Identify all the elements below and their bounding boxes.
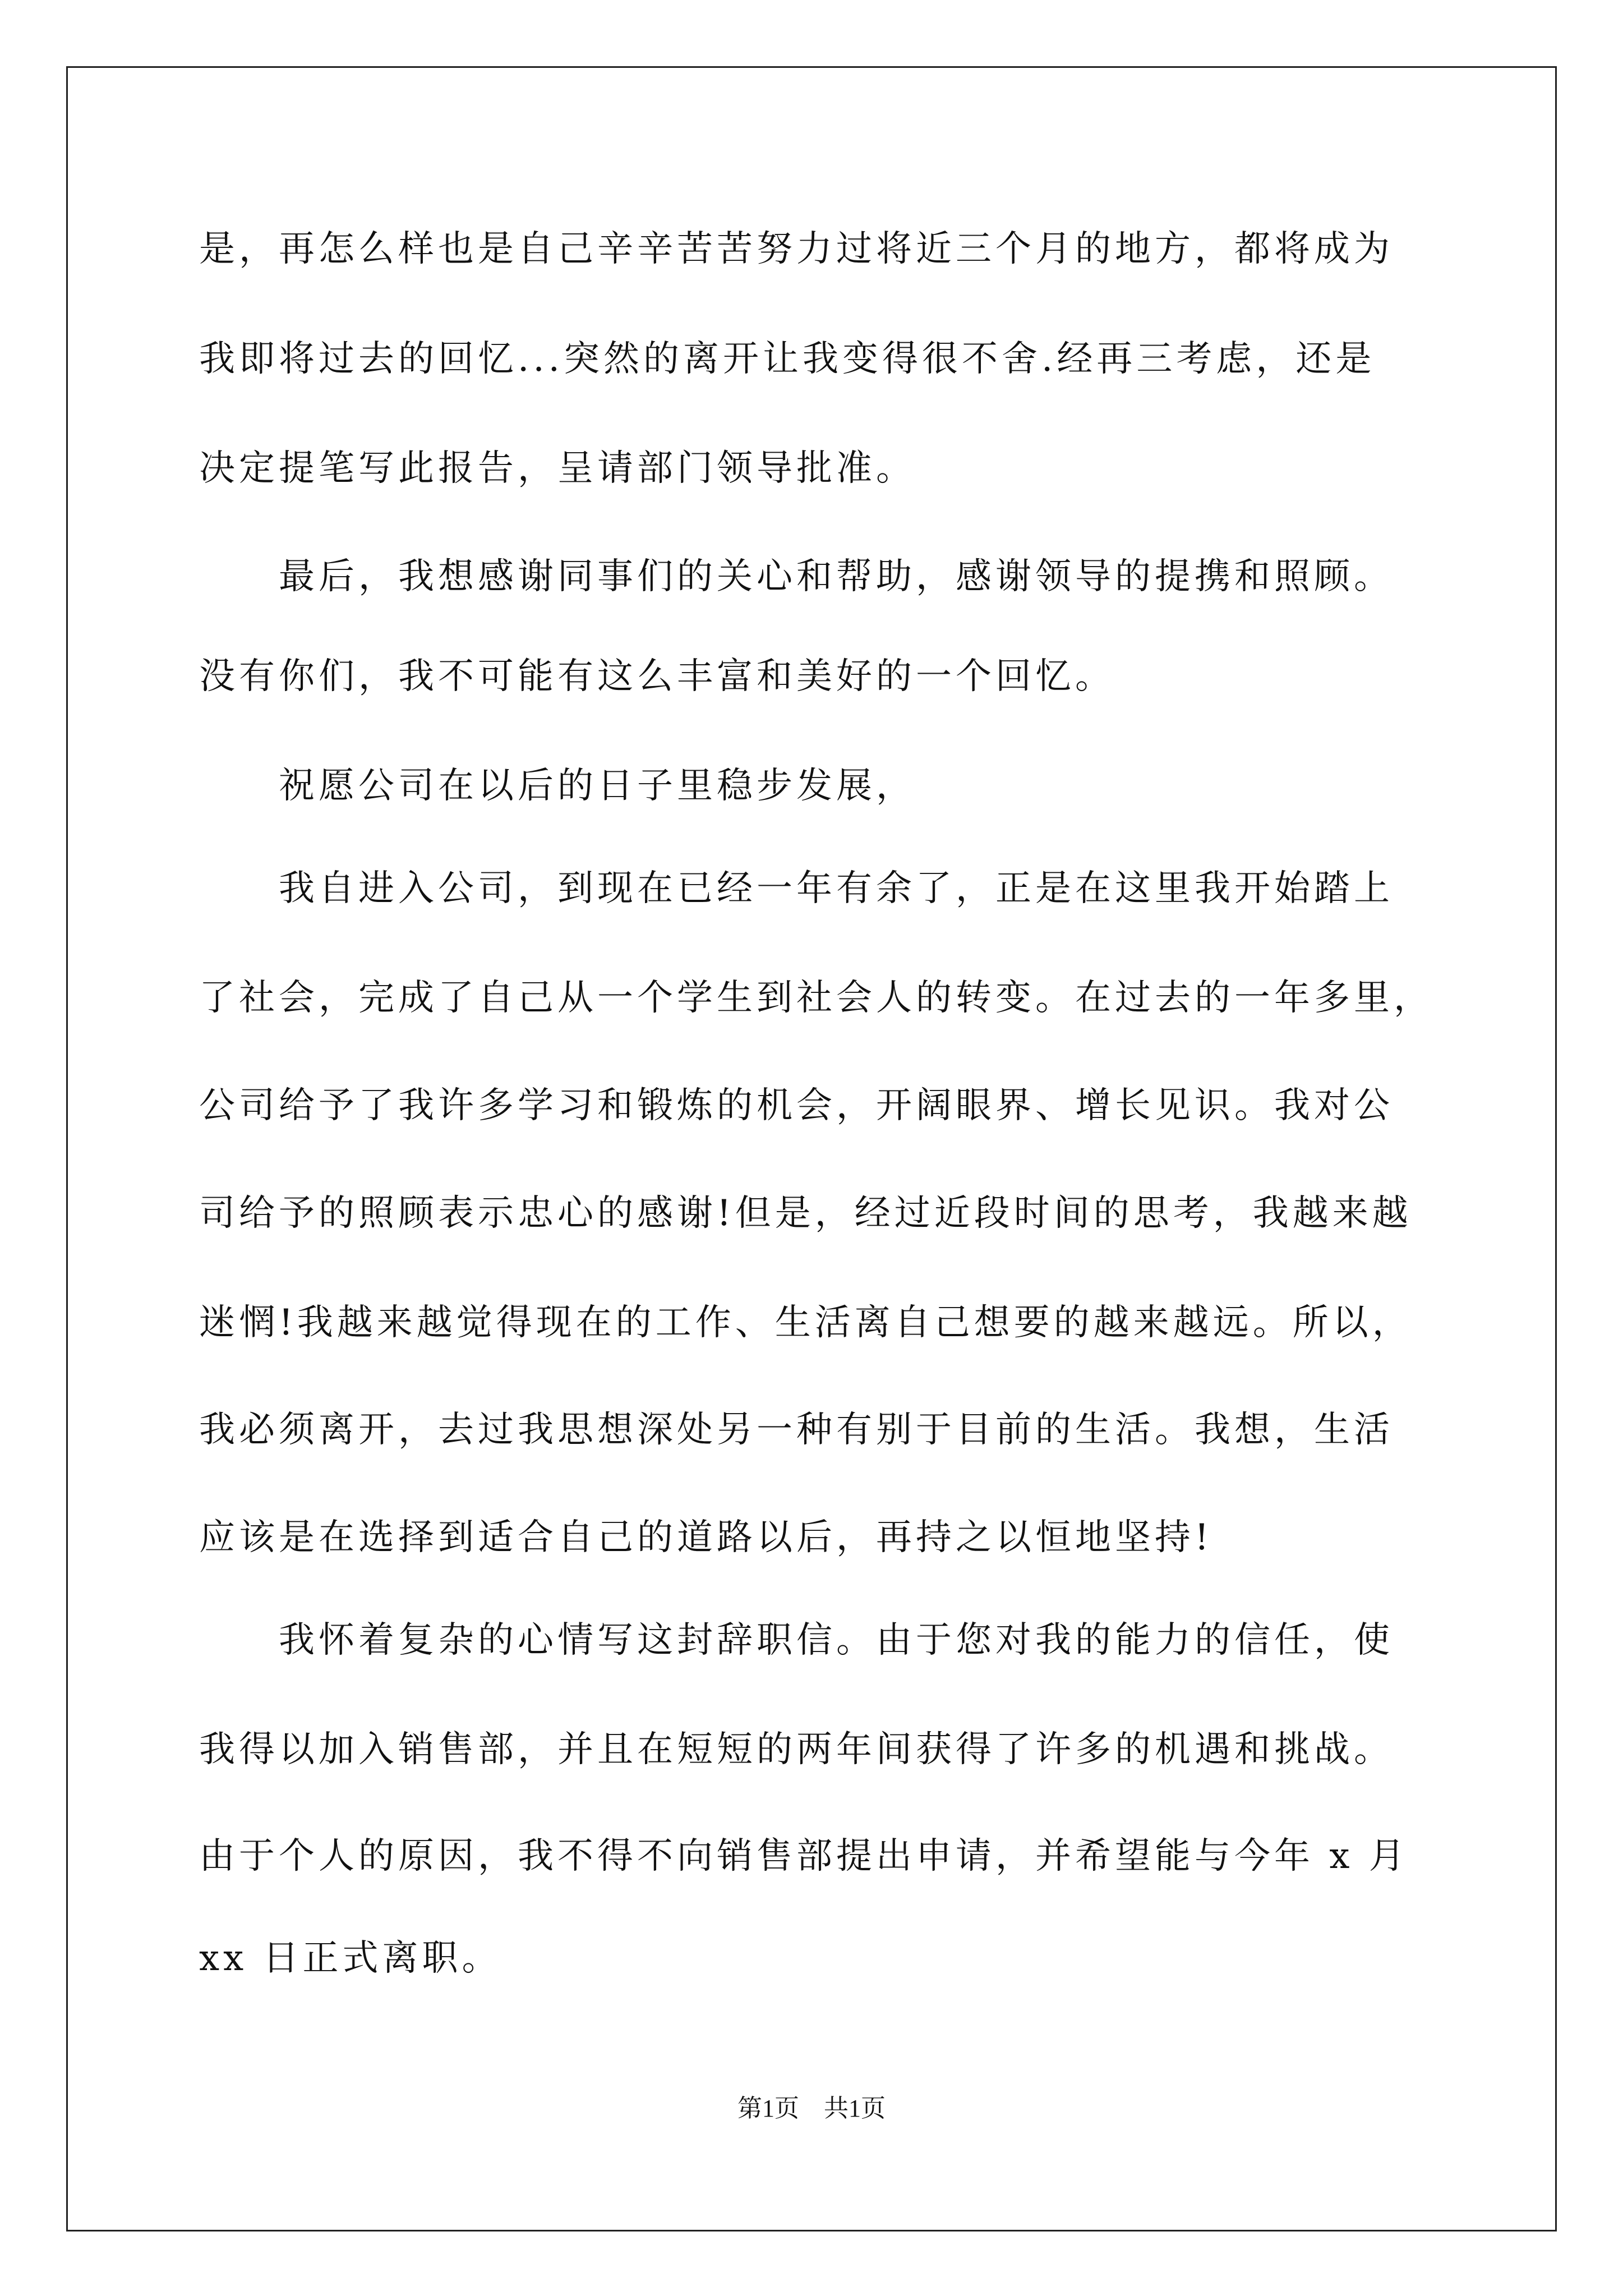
text-line: 我得以加入销售部，并且在短短的两年间获得了许多的机遇和挑战。 xyxy=(199,1729,1394,1770)
text-line: 我即将过去的回忆...突然的离开让我变得很不舍.经再三考虑，还是 xyxy=(199,338,1376,380)
text-line: 司给予的照顾表示忠心的感谢!但是，经过近段时间的思考，我越来越 xyxy=(199,1193,1412,1234)
text-line: 我自进入公司，到现在已经一年有余了，正是在这里我开始踏上 xyxy=(199,868,1394,909)
text-line: 我怀着复杂的心情写这封辞职信。由于您对我的能力的信任，使 xyxy=(199,1619,1394,1661)
text-line: 应该是在选择到适合自己的道路以后，再持之以恒地坚持! xyxy=(199,1517,1213,1558)
text-line: 没有你们，我不可能有这么丰富和美好的一个回忆。 xyxy=(199,656,1115,697)
page-number-footer: 第1页 共1页 xyxy=(737,2095,886,2122)
text-line: 我必须离开，去过我思想深处另一种有别于目前的生活。我想，生活 xyxy=(199,1409,1394,1451)
text-line: 迷惘!我越来越觉得现在的工作、生活离自己想要的越来越远。所以， xyxy=(199,1302,1412,1343)
text-line: 祝愿公司在以后的日子里稳步发展， xyxy=(199,765,916,807)
text-line: 最后，我想感谢同事们的关心和帮助，感谢领导的提携和照顾。 xyxy=(199,556,1394,597)
text-line: xx 日正式离职。 xyxy=(199,1938,502,1979)
text-line: 由于个人的原因，我不得不向销售部提出申请，并希望能与今年 x 月 xyxy=(199,1835,1409,1877)
text-line: 决定提笔写此报告，呈请部门领导批准。 xyxy=(199,448,916,489)
text-line: 是，再怎么样也是自己辛辛苦苦努力过将近三个月的地方，都将成为 xyxy=(199,228,1394,270)
page-border xyxy=(66,66,1557,2231)
text-line: 了社会，完成了自己从一个学生到社会人的转变。在过去的一年多里， xyxy=(199,977,1433,1019)
text-line: 公司给予了我许多学习和锻炼的机会，开阔眼界、增长见识。我对公 xyxy=(199,1085,1394,1126)
